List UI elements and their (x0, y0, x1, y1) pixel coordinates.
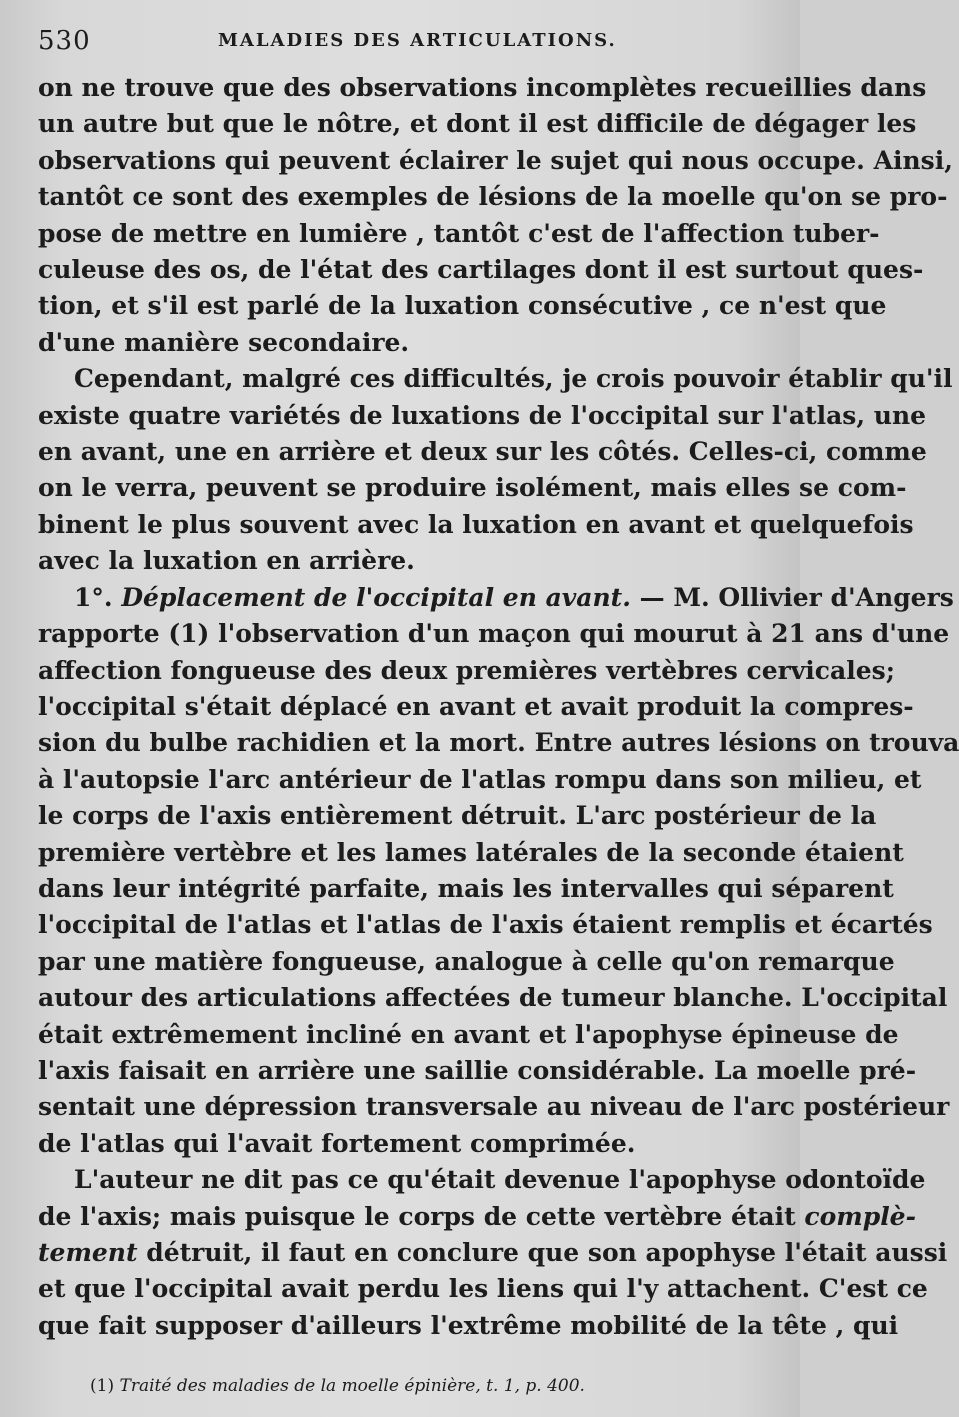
text-line: affection fongueuse des deux premières vertèbres cervicales; (38, 655, 895, 685)
page-number: 530 (38, 26, 91, 56)
italic-segment: complè- (804, 1201, 916, 1231)
text-line: et que l'occipital avait perdu les liens qui l'y attachent. C'est ce (38, 1274, 928, 1304)
text-line: à l'autopsie l'arc antérieur de l'atlas rompu dans son milieu, et (38, 764, 922, 794)
footnote-text: Traité des maladies de la moelle épinière, t. 1, p. 400. (119, 1376, 585, 1396)
text-line: autour des articulations affectées de tumeur blanche. L'occipital (38, 983, 948, 1013)
body-text (38, 70, 959, 1344)
text-line: on ne trouve que des observations incomplètes recueillies dans (38, 73, 927, 102)
paragraph-4 (38, 1162, 948, 1344)
text-line: l'occipital s'était déplacé en avant et avait produit la compres- (38, 691, 914, 721)
running-head: MALADIES DES ARTICULATIONS. (218, 30, 617, 51)
italic-segment: tement (38, 1238, 138, 1267)
text-line (38, 1199, 916, 1235)
text-line: le corps de l'axis entièrement détruit. L'arc postérieur de la (38, 801, 877, 831)
text-segment: détruit, il faut en conclure que son apophyse l'était aussi (137, 1238, 948, 1267)
text-line: un autre but que le nôtre, et dont il est difficile de dégager les (38, 109, 917, 139)
section-heading-line (38, 580, 954, 616)
text-line: existe quatre variétés de luxations de l'occipital sur l'atlas, une (38, 400, 927, 430)
text-line: tion, et s'il est parlé de la luxation consécutive , ce n'est que (38, 291, 887, 321)
text-line: l'occipital de l'atlas et l'atlas de l'axis étaient remplis et écartés (38, 910, 933, 940)
text-line: par une matière fongueuse, analogue à celle qu'on remarque (38, 946, 895, 976)
text-line: en avant, une en arrière et deux sur les côtés. Celles-ci, comme (38, 437, 927, 467)
text-line: sentait une dépression transversale au niveau de l'arc postérieur (38, 1092, 950, 1122)
text-line: culeuse des os, de l'état des cartilages dont il est surtout ques- (38, 255, 924, 285)
text-line: pose de mettre en lumière , tantôt c'est de l'affection tuber- (38, 218, 880, 248)
text-segment: de l'axis; mais puisque le corps de cette vertèbre était (38, 1201, 805, 1231)
paragraph-1 (38, 70, 953, 361)
text-line (38, 1235, 948, 1271)
text-line: avec la luxation en arrière. (38, 546, 415, 576)
text-line: Cependant, malgré ces difficultés, je crois pouvoir établir qu'il (74, 364, 953, 394)
text-line: l'axis faisait en arrière une saillie considérable. La moelle pré- (38, 1055, 917, 1085)
heading-rest: — M. Ollivier d'Angers (630, 582, 954, 612)
text-line: on le verra, peuvent se produire isolément, mais elles se com- (38, 473, 907, 503)
heading-number: 1°. (74, 582, 113, 612)
footnote (90, 1376, 710, 1396)
text-line: première vertèbre et les lames latérales de la seconde étaient (38, 837, 904, 867)
page-header (38, 22, 760, 58)
text-line: sion du bulbe rachidien et la mort. Entre autres lésions on trouva (38, 728, 959, 758)
text-line: que fait supposer d'ailleurs l'extrême mobilité de la tête , qui (38, 1310, 899, 1340)
heading-title: Déplacement de l'occipital en avant. (121, 582, 631, 612)
footnote-mark: (1) (90, 1376, 115, 1396)
text-line: d'une manière secondaire. (38, 327, 410, 357)
text-line: de l'atlas qui l'avait fortement comprimée. (38, 1128, 636, 1158)
paragraph-3 (38, 580, 959, 1163)
text-line: L'auteur ne dit pas ce qu'était devenue l'apophyse odontoïde (74, 1165, 926, 1195)
paragraph-2 (38, 361, 953, 579)
text-line: binent le plus souvent avec la luxation en avant et quelquefois (38, 509, 914, 539)
text-line: dans leur intégrité parfaite, mais les intervalles qui séparent (38, 873, 894, 903)
text-line: était extrêmement incliné en avant et l'apophyse épineuse de (38, 1019, 899, 1049)
text-line: rapporte (1) l'observation d'un maçon qui mourut à 21 ans d'une (38, 619, 950, 649)
text-line: observations qui peuvent éclairer le sujet qui nous occupe. Ainsi, (38, 145, 953, 175)
text-line: tantôt ce sont des exemples de lésions de la moelle qu'on se pro- (38, 182, 948, 212)
